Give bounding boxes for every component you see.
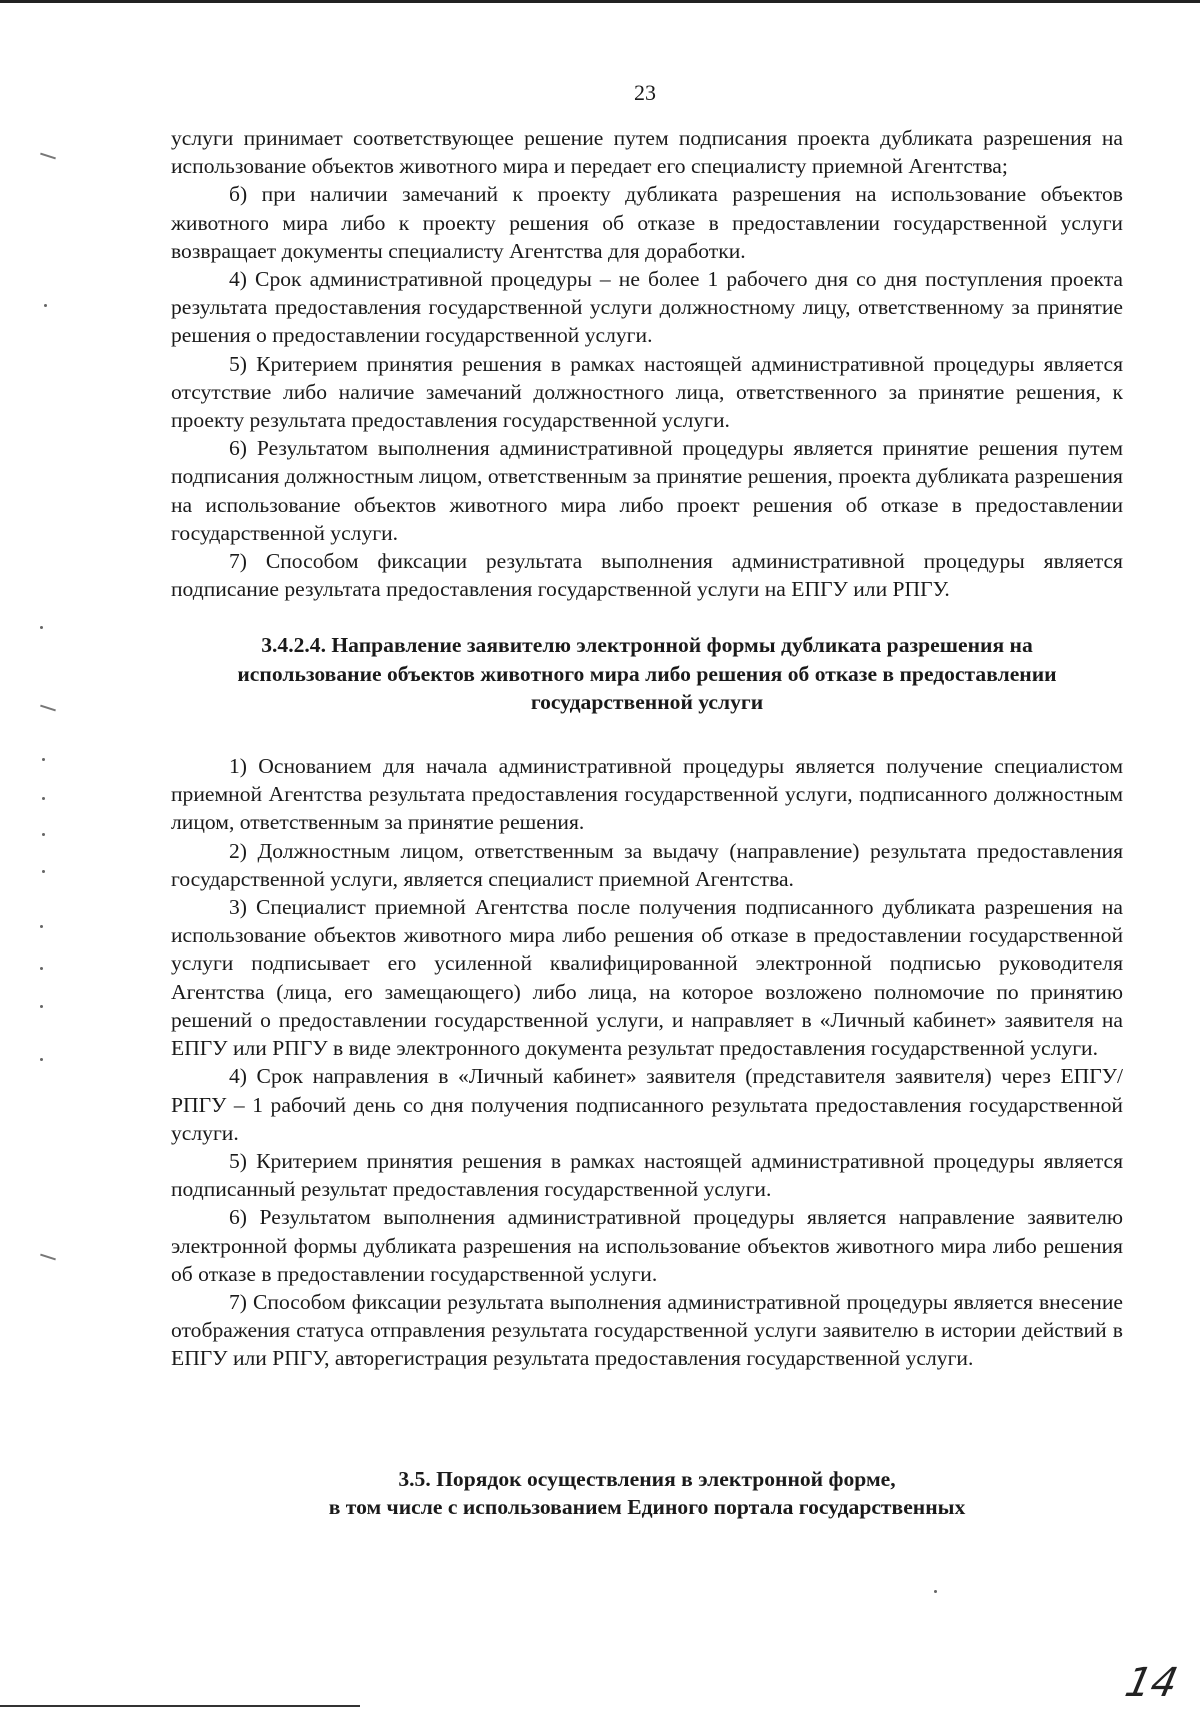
scan-dot <box>40 1058 43 1061</box>
paragraph: 3) Специалист приемной Агентства после получения подписанного дубликата разрешения на использование объектов животного мира либо решения об отказе в предоставлении государственной услуги подписывает его усиленной квалифицированной электронной подписью руководителя Агентства (лица, его замещающего) либо лица, на которое возложено полномочие по принятию решений о предоставлении государственной услуги, и направляет в «Личный кабинет» заявителя на ЕПГУ или РПГУ в виде электронного документа результат предоставления государственной услуги. <box>171 895 1123 1061</box>
heading-line: использование объектов животного мира либо решения об отказе в предоставлении <box>237 661 1057 686</box>
scan-mark <box>40 153 56 160</box>
paragraph: 7) Способом фиксации результата выполнения административной процедуры является подписание результата предоставления государственной услуги на ЕПГУ или РПГУ. <box>171 549 1123 602</box>
bottom-border-line <box>0 1705 360 1707</box>
top-border-line <box>0 0 1200 3</box>
document-body <box>171 124 1123 1521</box>
scan-mark <box>40 705 56 712</box>
scan-mark <box>40 1254 56 1261</box>
paragraph: услуги принимает соответствующее решение путем подписания проекта дубликата разрешения на использование объектов животного мира и передает его специалисту приемной Агентства; <box>171 126 1123 179</box>
paragraph: 6) Результатом выполнения административной процедуры является принятие решения путем подписания должностным лицом, ответственным за принятие решения, проекта дубликата разрешения на использование объектов животного мира либо проект решения об отказе в предоставлении государственной услуги. <box>171 436 1123 545</box>
scan-dot <box>934 1590 937 1593</box>
paragraph: б) при наличии замечаний к проекту дубликата разрешения на использование объектов животного мира либо к проекту решения об отказе в предоставлении государственной услуги возвращает документы специалисту Агентства для доработки. <box>171 182 1123 263</box>
handwritten-sheet-number: 14 <box>1121 1660 1182 1706</box>
page-number: 23 <box>634 80 656 105</box>
paragraph: 4) Срок административной процедуры – не более 1 рабочего дня со дня поступления проекта результата предоставления государственной услуги должностному лицу, ответственному за принятие решения о предоставлении государственной услуги. <box>171 267 1123 348</box>
scan-dot <box>40 1005 43 1008</box>
heading-line: государственной услуги <box>530 689 764 714</box>
scan-dot <box>42 833 45 836</box>
heading-line: 3.4.2.4. Направление заявителю электронной формы дубликата разрешения на <box>261 633 1033 658</box>
scan-dot <box>42 758 45 761</box>
section-heading-3-4-2-4 <box>171 631 1123 716</box>
paragraph: 5) Критерием принятия решения в рамках настоящей административной процедуры является подписанный результат предоставления государственной услуги. <box>171 1148 1123 1202</box>
scan-dot <box>40 925 43 928</box>
paragraph: 7) Способом фиксации результата выполнения административной процедуры является внесение отображения статуса отправления результата государственной услуги заявителю в истории действий в ЕПГУ или РПГУ, авторегистрация результата предоставления государственной услуги. <box>171 1289 1123 1371</box>
scan-dot <box>40 967 43 970</box>
heading-line: 3.5. Порядок осуществления в электронной форме, <box>398 1466 896 1491</box>
paragraph: 4) Срок направления в «Личный кабинет» заявителя (представителя заявителя) через ЕПГУ/РПГУ – 1 рабочий день со дня получения подписанного результата предоставления государственной услуги. <box>171 1064 1123 1145</box>
scan-dot <box>40 626 43 629</box>
scan-dot <box>44 304 47 307</box>
scan-dot <box>42 870 45 873</box>
paragraph: 6) Результатом выполнения административной процедуры является направление заявителю электронной формы дубликата разрешения на использование объектов животного мира либо решения об отказе в предоставлении государственной услуги. <box>171 1205 1123 1286</box>
paragraph: 5) Критерием принятия решения в рамках настоящей административной процедуры является отсутствие либо наличие замечаний должностного лица, ответственного за принятие решения, к проекту результата предоставления государственной услуги. <box>171 351 1123 433</box>
heading-line: в том числе с использованием Единого портала государственных <box>328 1494 966 1519</box>
scan-dot <box>42 797 45 800</box>
paragraph: 1) Основанием для начала административной процедуры является получение специалистом приемной Агентства результата предоставления государственной услуги, подписанного должностным лицом, ответственным за принятие решения. <box>171 754 1123 835</box>
section-heading-3-5 <box>171 1465 1123 1521</box>
paragraph: 2) Должностным лицом, ответственным за выдачу (направление) результата предоставления государственной услуги, является специалист приемной Агентства. <box>171 838 1123 891</box>
